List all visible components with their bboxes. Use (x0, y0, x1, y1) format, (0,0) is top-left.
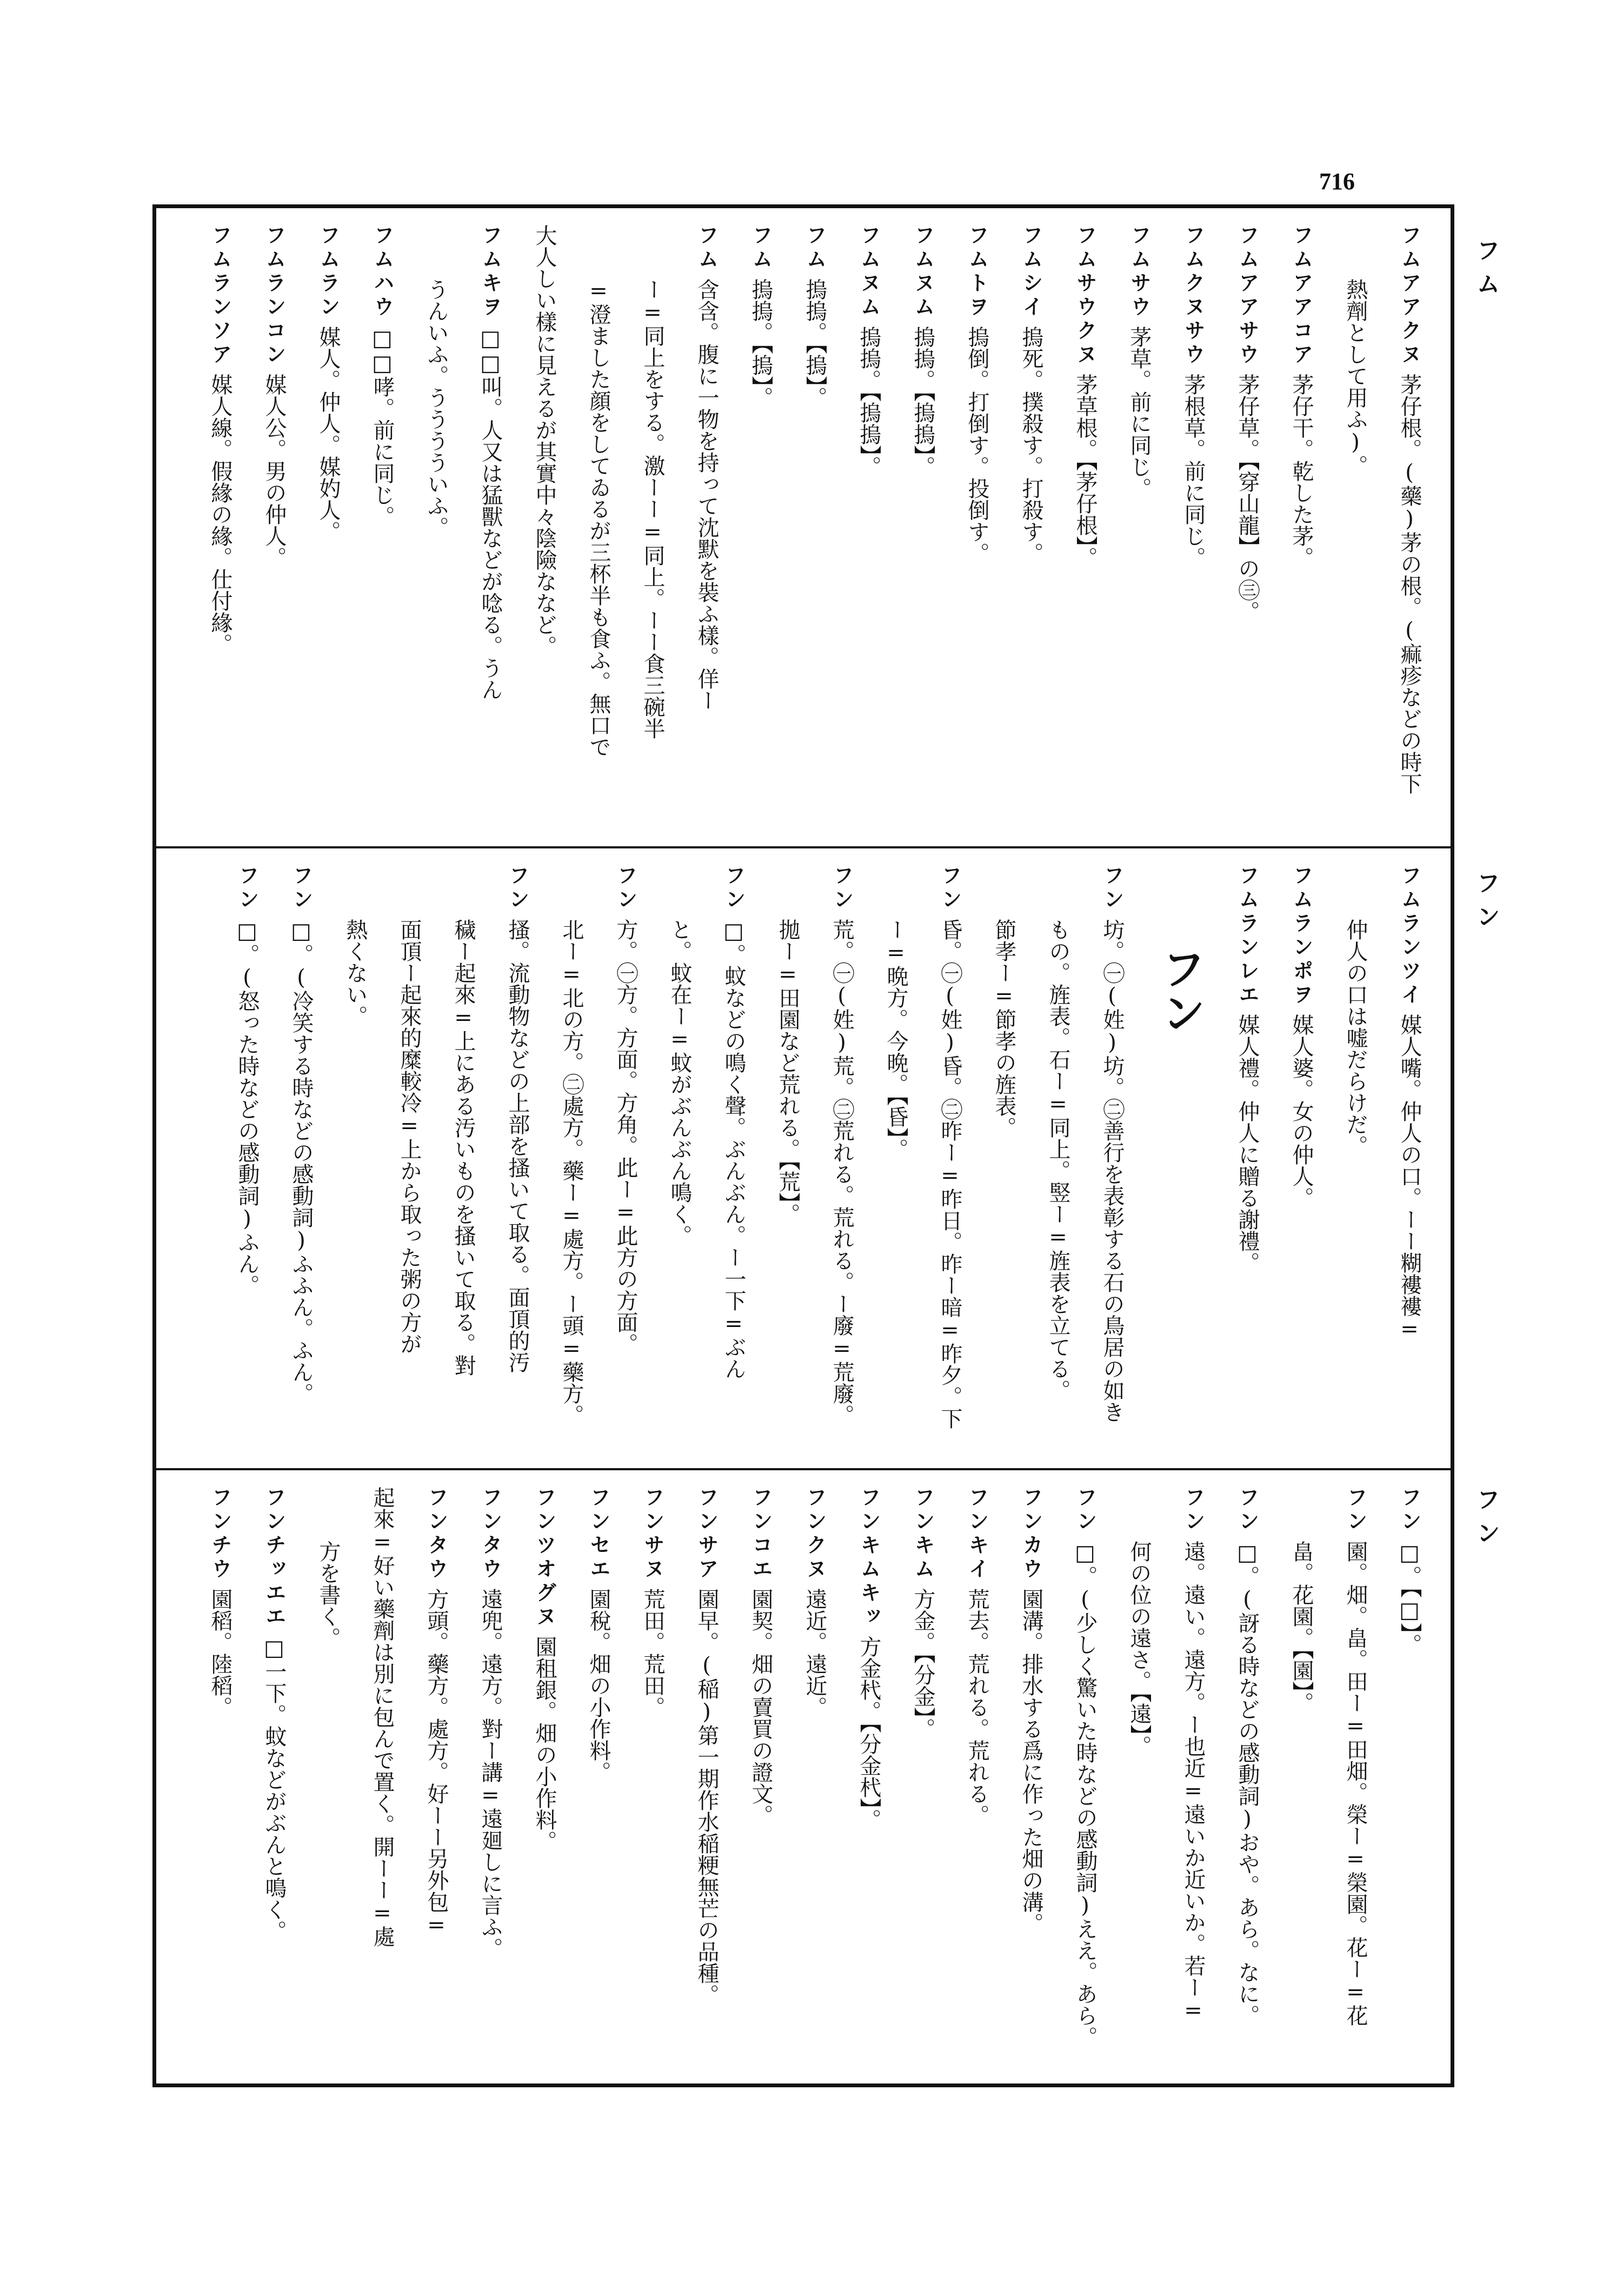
side-label-top: フム (1472, 238, 1500, 305)
entry (1382, 865, 1436, 1465)
entry-head: フンカウ (1019, 1487, 1043, 1582)
entry-continuation: 仲人の口は嘘だらけだ。 (1343, 919, 1368, 1157)
entry-text: 方金杙。【分金杙】。 (856, 1636, 881, 1830)
entry (788, 1487, 842, 2087)
entry-head: フムヌム (911, 224, 935, 320)
entry-text: 茅根草。前に同じ。 (1181, 374, 1206, 568)
entry-head: フン (830, 865, 854, 912)
entry-head: フムサウ (1127, 224, 1151, 320)
entry (1328, 1487, 1382, 2087)
entry (896, 1487, 950, 2087)
entry-head: フム (695, 224, 719, 272)
entry-text: 方金。【分金】。 (910, 1588, 935, 1740)
entry (842, 1487, 896, 2087)
entry-head: フン (289, 865, 313, 912)
entry-head: フン (505, 865, 529, 912)
band-upper (156, 208, 1451, 846)
entry-continuation: 方を書く。 (316, 1541, 341, 1649)
entry (1274, 865, 1328, 1465)
entry-continuation: 大人しい樣に見えるが其實中々陰險ななど。 (532, 224, 557, 657)
entry-head: フン (938, 865, 962, 912)
entry-text: 園稻。陸稻。 (208, 1588, 232, 1718)
entry-text: 摀摀。【摀摀】。 (910, 326, 935, 477)
entry (626, 1487, 680, 2087)
entry (598, 865, 653, 1465)
entry (517, 1487, 571, 2087)
side-label-bottom: フン (1472, 1487, 1500, 1554)
entry-head: フンキムキッ (857, 1487, 881, 1629)
entry-continuation: =澄ました顔をしてゐるが三杯半も食ふ。無口で (586, 278, 611, 758)
entry (1166, 1487, 1220, 2087)
entry (463, 1487, 517, 2087)
entry-text: □。(訝る時などの感動詞)おや。あら。なに。 (1235, 1541, 1260, 2026)
entry-head: フムアアコア (1289, 224, 1313, 367)
entry-head: フムトヲ (965, 224, 989, 320)
entry-text: 遠近。遠近。 (802, 1588, 827, 1718)
entry (1058, 1487, 1112, 2087)
entry-head: フムキヲ (478, 224, 502, 320)
entry (247, 224, 301, 825)
entry-text: □□叫。人又は猛獸などが唸る。うん (478, 326, 503, 700)
entry-head: フムハウ (370, 224, 394, 320)
entry-head: フン (1181, 1487, 1205, 1534)
entry (1220, 224, 1274, 825)
entry (571, 1487, 626, 2087)
entry (815, 865, 869, 1465)
entry (1382, 1487, 1436, 2087)
entry-text: □。(怒った時などの感動詞)ふん。 (235, 919, 260, 1296)
entry-text: 園稅。畑の小作料。 (586, 1588, 611, 1783)
entry-head: フムサウクヌ (1073, 224, 1097, 367)
entry-head: フムランレエ (1235, 865, 1259, 1007)
entry-head: フンサア (695, 1487, 719, 1582)
entry (247, 1487, 301, 2087)
entry-text: □。(冷笑する時などの感動詞)ふふん。ふん。 (289, 919, 314, 1404)
entry-head: フム (749, 224, 773, 272)
entry-continuation: もの。旌表。石ー=同上。竪ー=旌表を立てる。 (1046, 919, 1070, 1401)
entry-text: □。(少しく驚いた時などの感動詞)ええ。あら。 (1073, 1541, 1097, 2048)
entry (896, 224, 950, 825)
entry-head: フンサヌ (641, 1487, 664, 1582)
entry (463, 224, 517, 825)
entry-head: フンクヌ (803, 1487, 827, 1582)
side-label-middle: フン (1472, 871, 1500, 938)
entry (1085, 865, 1139, 1465)
entry (1382, 224, 1436, 825)
entry-head: フン (722, 865, 746, 912)
entry (734, 224, 788, 825)
entry (490, 865, 544, 1465)
entry-head: フンキム (911, 1487, 935, 1582)
entry-head: フムシイ (1019, 224, 1043, 320)
entry-head: フンタウ (478, 1487, 502, 1582)
entry (950, 224, 1004, 825)
entry-text: 荒。㊀(姓)荒。㊁荒れる。荒れる。ー廢=荒廢。 (829, 919, 854, 1426)
entry-text: 摀摀。【摀】。 (748, 278, 773, 408)
entry-text: 茅仔干。乾した茅。 (1289, 374, 1314, 568)
entry-continuation: うんいふ。うううういふ。 (424, 278, 449, 538)
entry (788, 224, 842, 825)
entry-text: 搔。流動物などの上部を搔いて取る。面頂的汚 (505, 919, 530, 1373)
entry-text: 茅仔草。【穿山龍】の㊂。 (1235, 374, 1260, 622)
entry-head: フン (1343, 1487, 1367, 1534)
entry (355, 224, 409, 825)
entry-text: 荒去。荒れる。荒れる。 (965, 1588, 989, 1826)
entry-head: フン (1398, 1487, 1421, 1534)
entry-text: 媒人婆。女の仲人。 (1289, 1014, 1314, 1209)
dictionary-frame (152, 204, 1454, 2087)
entry (1220, 1487, 1274, 2087)
entry-head: フムランツイ (1398, 865, 1421, 1007)
entry (680, 1487, 734, 2087)
entry (1166, 224, 1220, 825)
entry-text: 園契。畑の賣買の證文。 (748, 1588, 773, 1826)
entry-head: フン (1073, 1487, 1097, 1534)
entry-text: 荒田。荒田。 (640, 1588, 665, 1718)
entry-head: フンチッエエ (262, 1487, 286, 1629)
entry-continuation: 起來=好い藥劑は別に包んで置く。開ーー=處 (370, 1487, 395, 1947)
entry (193, 1487, 247, 2087)
entry-head: フン (614, 865, 637, 912)
entry-head: フンコエ (749, 1487, 773, 1582)
entry (1220, 865, 1274, 1465)
entry-continuation: 節孝ー=節孝の旌表。 (992, 919, 1016, 1138)
entry (409, 1487, 463, 2087)
entry-head: フムクヌサウ (1181, 224, 1205, 367)
entry-text: 茅仔根。(藥)茅の根。(痲疹などの時下 (1397, 374, 1422, 794)
entry-head: フムアアクヌ (1398, 224, 1421, 367)
entry-text: 園。畑。畠。田ー=田畑。榮ー=榮園。花ー=花 (1343, 1541, 1368, 2026)
entry-head: フムランコン (262, 224, 286, 367)
band-lower (156, 1468, 1451, 2087)
entry (734, 1487, 788, 2087)
entry-text: 摀倒。打倒す。投倒す。 (965, 326, 989, 564)
entry-continuation: 面頂ー起來的糜較冷=上から取った粥の方が (397, 919, 422, 1355)
entry-continuation: 熱劑として用ふ)。 (1343, 278, 1368, 476)
entry-text: 園早。(稲)第一期作水稲粳無芒の品種。 (694, 1588, 719, 2006)
entry-continuation: ー=同上をする。激ーー=同上。ーー食三碗半 (640, 278, 665, 739)
entry-text: 媒人。仲人。媒妁人。 (316, 326, 341, 542)
entry (1274, 224, 1328, 825)
band-middle (156, 846, 1451, 1468)
entry-text: 遠。遠い。遠方。ー也近=遠いか近いか。若ー= (1181, 1541, 1206, 2023)
entry-head: フムランポヲ (1289, 865, 1313, 1007)
entry (950, 1487, 1004, 2087)
entry-continuation: と。蚊在ー=蚊がぶんぶん鳴く。 (667, 919, 692, 1246)
entry-text: 含含。腹に一物を持って沈默を裝ふ樣。佯ー (694, 278, 719, 711)
entry-head: フン (1100, 865, 1124, 912)
entry (193, 224, 247, 825)
entry-text: □一下。蚊などがぶんと鳴く。 (262, 1636, 287, 1942)
entry-text: 園溝。排水する爲に作った畑の溝。 (1019, 1588, 1043, 1934)
entry-head: フム (803, 224, 827, 272)
entry-text: 園租銀。畑の小作料。 (532, 1636, 557, 1852)
entry-head: フンキイ (965, 1487, 989, 1582)
entry-text: 媒人公。男の仲人。 (262, 374, 287, 568)
entry-text: 方頭。藥方。處方。好ーー另外包= (424, 1588, 449, 1937)
entry-text: 遠兜。遠方。對ー講=遠廻しに言ふ。 (478, 1588, 503, 1959)
entry-continuation: 拋ー=田園など荒れる。【荒】。 (775, 919, 800, 1225)
entry (707, 865, 761, 1465)
entry-text: 媒人線。假緣の緣。仕付緣。 (208, 374, 232, 655)
entry-head: フン (1235, 1487, 1259, 1534)
entry-text: 摀摀。【摀摀】。 (856, 326, 881, 477)
entry-continuation: 何の位の遠さ。【遠】。 (1127, 1541, 1152, 1757)
entry-continuation: 穢ー起來=上にある汚いものを搔いて取る。對 (451, 919, 476, 1376)
entry-text: 摀摀。【摀】。 (802, 278, 827, 408)
entry-head: フンタウ (424, 1487, 448, 1582)
entry-text: □。【□】。 (1397, 1541, 1422, 1655)
entry-text: 茅草根。【茅仔根】。 (1073, 374, 1097, 568)
entry (680, 224, 734, 825)
entry-text: 方。㊀方。方面。方角。此ー=此方の方面。 (613, 919, 638, 1355)
entry-head: フムラン (316, 224, 340, 320)
entry-text: 摀死。撲殺す。打殺す。 (1019, 326, 1043, 564)
entry (923, 865, 977, 1465)
entry (1004, 224, 1058, 825)
entry-continuation: 畠。花園。【園】。 (1289, 1541, 1314, 1714)
entry-continuation: ー=晩方。今晩。【昏】。 (883, 919, 908, 1160)
entry (1058, 224, 1112, 825)
section-title: フン (1154, 946, 1206, 1034)
entry-text: 昏。㊀(姓)昏。㊁昨ー=昨日。昨ー暗=昨夕。下 (937, 919, 962, 1429)
entry-head: フンツオグヌ (533, 1487, 556, 1629)
entry-text: □□哮。前に同じ。 (370, 326, 395, 527)
entry-head: フムアアサウ (1235, 224, 1259, 367)
entry (1004, 1487, 1058, 2087)
entry (274, 865, 328, 1465)
entry-continuation: 北ー=北の方。㊁處方。藥ー=處方。ー頭=藥方。 (559, 919, 584, 1426)
entry (1112, 224, 1166, 825)
entry-text: □。蚊などの鳴く聲。ぶんぶん。ー一下=ぶん (721, 919, 746, 1379)
entry-head: フンセエ (587, 1487, 610, 1582)
entry-head: フムランソア (208, 224, 232, 367)
entry-text: 坊。㊀(姓)坊。㊁善行を表彰する石の鳥居の如き (1100, 919, 1125, 1423)
page-number: 716 (1319, 168, 1355, 195)
entry-head: フムヌム (857, 224, 881, 320)
entry-text: 媒人禮。仲人に贈る謝禮。 (1235, 1014, 1260, 1273)
entry (842, 224, 896, 825)
entry (220, 865, 274, 1465)
entry-head: フン (235, 865, 259, 912)
entry-head: フンチウ (208, 1487, 232, 1582)
entry-text: 茅草。前に同じ。 (1127, 326, 1152, 499)
entry-continuation: 熱くない。 (343, 919, 368, 1027)
entry-text: 媒人嘴。仲人の口。ーー糊褸褸= (1397, 1014, 1422, 1342)
entry (301, 224, 355, 825)
